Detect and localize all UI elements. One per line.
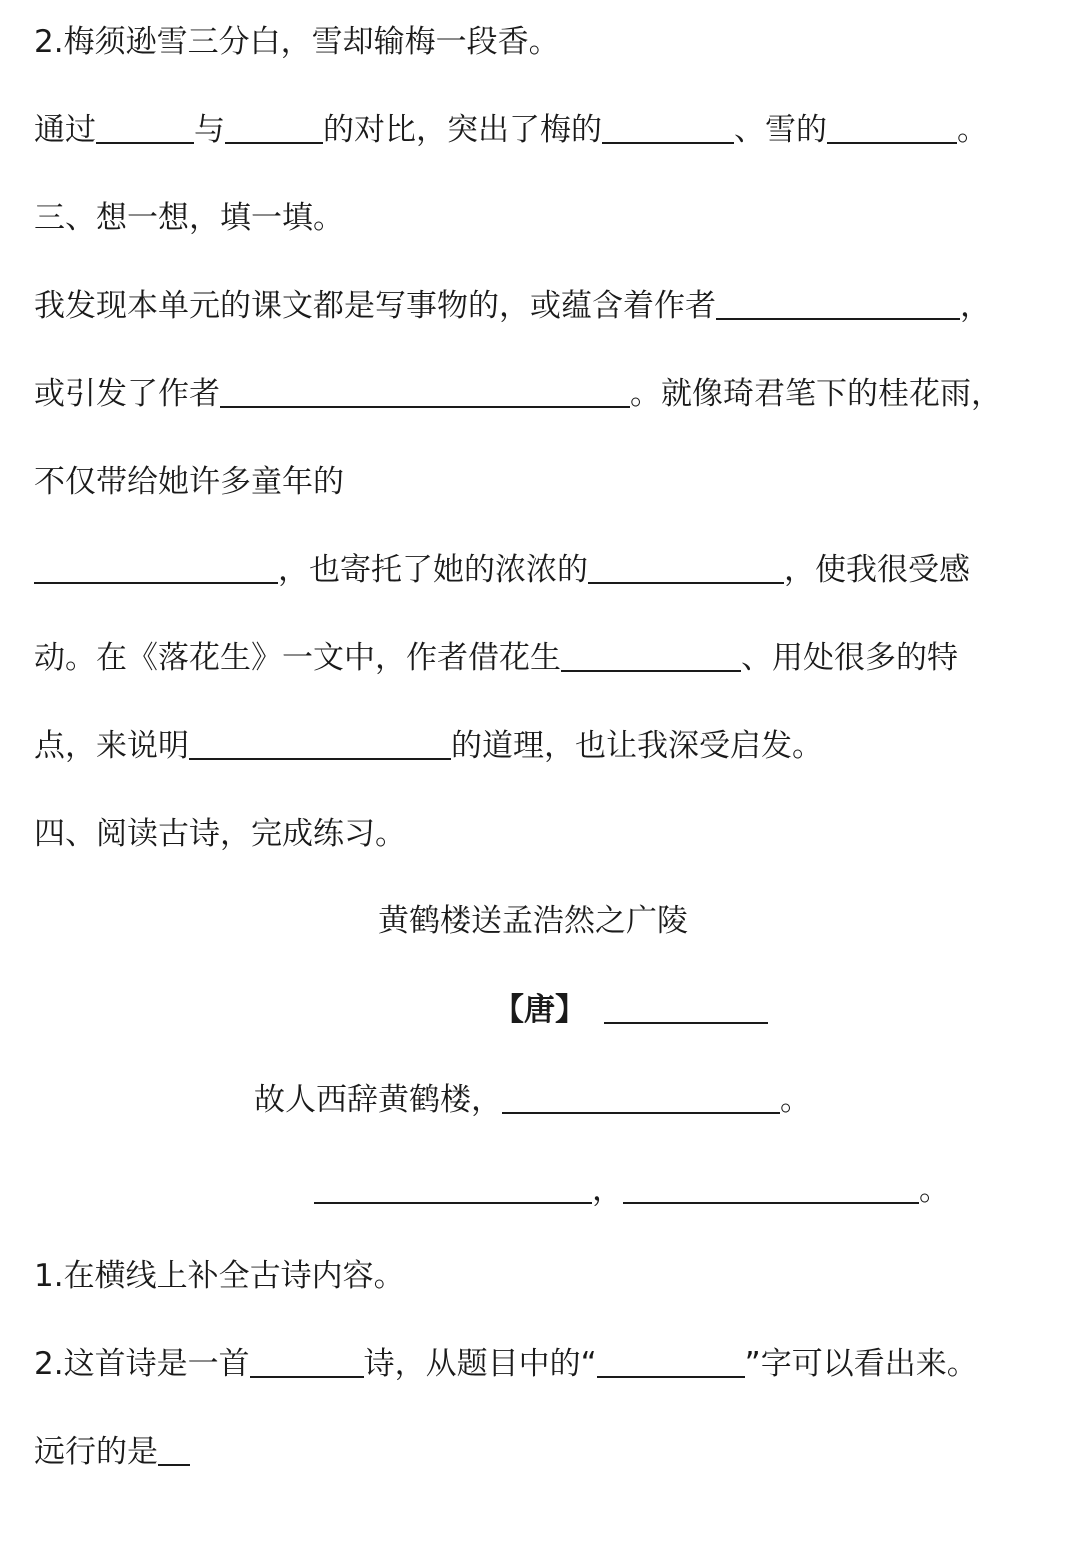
s3-text-1: 我发现本单元的课文都是写事物的，或蕴含着作者 [34,288,716,324]
blank-mei-quality[interactable] [602,108,734,144]
blank-author-feeling[interactable] [716,284,960,320]
section-3-line-3 [34,460,344,504]
poem-title [378,899,688,943]
question-2-fill-line [34,108,988,152]
blank-xue-quality[interactable] [827,108,957,144]
section-3-line-2 [34,372,1002,416]
s3-text-2a: 或引发了作者 [34,376,220,412]
section-3-line-6 [34,724,823,768]
poem-line-1-text: 故人西辞黄鹤楼， [254,1082,502,1118]
poem-line-2 [314,1168,950,1212]
poem-dynasty: 【唐】 [493,992,586,1028]
section-3-line-5 [34,636,958,680]
text-duibi: 的对比，突出了梅的 [323,112,602,148]
section-4-q3 [34,1430,190,1474]
poem-line-1 [254,1078,811,1122]
section-3-line-4 [34,548,970,592]
s4-q3-text: 远行的是 [34,1434,158,1470]
s4-q2-text-c: ”字可以看出来。 [744,1346,978,1382]
section-4-heading [34,812,406,856]
s4-q1-text: 1.在横线上补全古诗内容。 [34,1258,405,1294]
s3-text-3: 不仅带给她许多童年的 [34,464,344,500]
blank-contrast-2[interactable] [225,108,323,144]
s4-q2-text-a: 2.这首诗是一首 [34,1346,250,1382]
blank-nostalgia[interactable] [588,548,784,584]
s3-comma-1: ， [960,288,991,324]
section-3-title: 三、想一想，填一填。 [34,200,344,236]
poem-line-2-comma: ， [592,1172,623,1208]
blank-traveler[interactable] [158,1430,190,1466]
blank-peanut-trait[interactable] [561,636,741,672]
section-4-q2 [34,1342,978,1386]
section-3-heading [34,196,344,240]
blank-poem-line-2a[interactable] [314,1168,592,1204]
blank-contrast-1[interactable] [96,108,194,144]
section-4-q1 [34,1254,405,1298]
text-tongguo: 通过 [34,112,96,148]
s3-text-5a: 动。在《落花生》一文中，作者借花生 [34,640,561,676]
blank-key-char[interactable] [597,1342,745,1378]
s3-text-6a: 点，来说明 [34,728,189,764]
blank-childhood[interactable] [34,548,278,584]
text-period: 。 [957,112,988,148]
poem-line-2-period: 。 [919,1172,950,1208]
question-2-text: 2.梅须逊雪三分白，雪却输梅一段香。 [34,24,560,60]
poem-line-1-period: 。 [780,1082,811,1118]
section-4-title: 四、阅读古诗，完成练习。 [34,816,406,852]
s4-q2-text-b: 诗，从题目中的“ [363,1346,597,1382]
blank-lesson[interactable] [189,724,451,760]
s3-text-4b: ，使我很受感 [784,552,970,588]
question-2-quote [34,20,560,64]
poem-title-text: 黄鹤楼送孟浩然之广陵 [378,903,688,939]
blank-poet-name[interactable] [604,988,768,1024]
text-xue-de: 、雪的 [734,112,827,148]
blank-poem-line-2b[interactable] [623,1168,919,1204]
s3-text-6b: 的道理，也让我深受启发。 [451,728,823,764]
s3-text-4a: ，也寄托了她的浓浓的 [278,552,588,588]
s3-text-5b: 、用处很多的特 [741,640,958,676]
poem-author-line [493,988,768,1032]
blank-poem-line-1[interactable] [502,1078,780,1114]
blank-poem-type[interactable] [250,1342,364,1378]
s3-text-2b: 。就像琦君笔下的桂花雨， [630,376,1002,412]
section-3-line-1 [34,284,991,328]
blank-author-thought[interactable] [220,372,630,408]
text-yu: 与 [194,112,225,148]
